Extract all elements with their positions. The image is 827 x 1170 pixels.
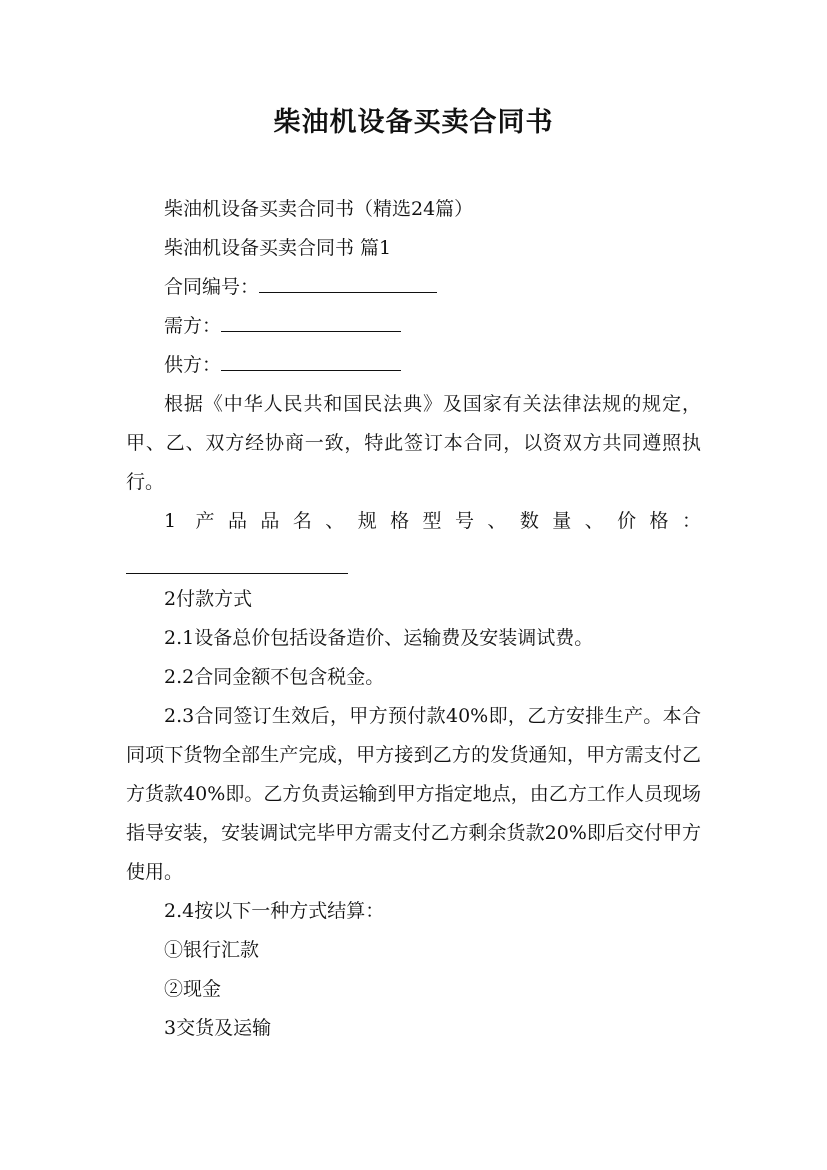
- paragraph-2-1: 2.1设备总价包括设备造价、运输费及安装调试费。: [164, 627, 594, 649]
- paragraph-product-info: 1 产品品名、规格型号、数量、价格：: [164, 510, 701, 532]
- paragraph-cash: ②现金: [164, 978, 222, 1000]
- contract-number-label: 合同编号：: [164, 276, 260, 298]
- seller-label: 供方：: [164, 354, 222, 376]
- paragraph-2-3: 2.3合同签订生效后，甲方预付款40%即，乙方安排生产。本合同项下货物全部生产完成，甲方接到乙方的发货通知，甲方需支付乙方货款40%即。乙方负责运输到甲方指定地点，由乙方工作人员现场指导安装，安装调试完毕甲方需支付乙方剩余货款20%即后交付甲方使用。: [126, 705, 701, 883]
- paragraph-collection-title: 柴油机设备买卖合同书（精选24篇）: [164, 198, 474, 220]
- paragraph-payment-method: 2付款方式: [164, 588, 253, 610]
- contract-number-line: [126, 268, 701, 307]
- contract-number-blank: [259, 270, 437, 293]
- paragraph-bank-transfer: ①银行汇款: [164, 939, 260, 961]
- seller-blank: [221, 348, 401, 371]
- product-info-blank: [126, 551, 348, 574]
- buyer-label: 需方：: [164, 315, 222, 337]
- buyer-line: [126, 307, 701, 346]
- paragraph-delivery-transport: 3交货及运输: [164, 1017, 272, 1039]
- document-title: 柴油机设备买卖合同书: [273, 107, 554, 138]
- product-info-blank-line: [126, 541, 701, 580]
- buyer-blank: [221, 309, 401, 332]
- document-body: [126, 190, 701, 1048]
- seller-line: [126, 346, 701, 385]
- paragraph-2-2: 2.2合同金额不包含税金。: [164, 666, 385, 688]
- paragraph-section-heading: 柴油机设备买卖合同书 篇1: [164, 237, 392, 259]
- paragraph-2-4: 2.4按以下一种方式结算：: [164, 900, 385, 922]
- paragraph-legal-basis: 根据《中华人民共和国民法典》及国家有关法律法规的规定，甲、乙、双方经协商一致，特此签订本合同，以资双方共同遵照执行。: [126, 393, 701, 493]
